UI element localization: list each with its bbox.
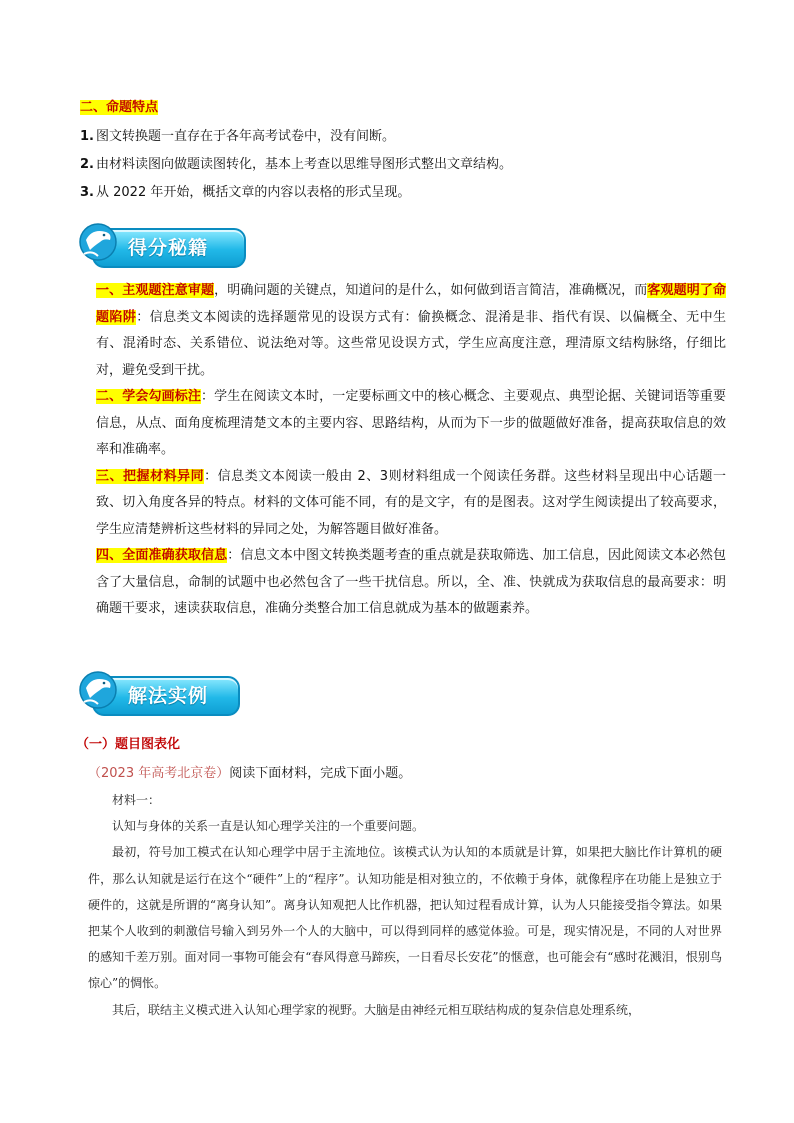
dolphin-icon xyxy=(78,668,122,716)
tip-paragraph-3: 三、把握材料异同：信息类文本阅读一般由 2、3则材料组成一个阅读任务群。这些材料呈现出中心话题一致、切入角度各异的特点。材料的文体可能不同，有的是文字，有的是图表。这对学生阅读提出了较高要求，学生应清楚辨析这些材料的异同之处，为解答题目做好准备。 xyxy=(96,468,726,537)
passage-paragraph: 最初，符号加工模式在认知心理学中居于主流地位。该模式认为认知的本质就是计算，如果把大脑比作计算机的硬件，那么认知就是运行在这个“硬件”上的“程序”。认知功能是相对独立的，不依赖于身体，就像程序在功能上是独立于硬件的，这就是所谓的“离身认知”。离身认知观把人比作机器，把认知过程看成计算，认为人只能接受指令算法。如果把某个人收到的刺激信号输入到另外一个人的大脑中，可以得到同样的感觉体验。可是，现实情况是，不同的人对世界的感知千差万别。面对同一事物可能会有“春风得意马蹄疾，一日看尽长安花”的惬意，也可能会有“感时花溅泪，恨别鸟惊心”的惆怅。 xyxy=(88,845,722,991)
section-heading-features xyxy=(80,96,158,115)
tips-block xyxy=(96,278,726,623)
tip-paragraph-1: 一、主观题注意审题，明确问题的关键点，知道问的是什么，如何做到语言简洁，准确概况，而客观题明了命题陷阱：信息类文本阅读的选择题常见的设误方式有：偷换概念、混淆是非、指代有误、以偏概全、无中生有、混淆时态、关系错位、说法绝对等。这些常见设误方式，学生应高度注意，理清原文结构脉络，仔细比对，避免受到干扰。 xyxy=(96,283,726,378)
tip-paragraph-2: 二、学会勾画标注：学生在阅读文本时，一定要标画文中的核心概念、主要观点、典型论据、关键词语等重要信息，从点、面角度梳理清楚文本的主要内容、思路结构，从而为下一步的做题做好准备，提高获取信息的效率和准确率。 xyxy=(96,389,726,457)
passage-paragraph: 认知与身体的关系一直是认知心理学关注的一个重要问题。 xyxy=(112,819,425,834)
reading-passage xyxy=(88,787,722,1023)
banner-label: 解法实例 xyxy=(92,676,240,716)
list-item: 2. 由材料读图向做题读图转化，基本上考查以思维导图形式整出文章结构。 xyxy=(80,157,513,172)
banner-score-tips xyxy=(78,220,243,268)
question-intro xyxy=(88,762,411,781)
list-item: 1. 图文转换题一直存在于各年高考试卷中，没有间断。 xyxy=(80,129,396,144)
example-heading: （一）题目图表化 xyxy=(76,737,181,752)
dolphin-icon xyxy=(78,220,122,268)
banner-label: 得分秘籍 xyxy=(92,228,246,268)
exam-source: （2023 年高考北京卷） xyxy=(88,766,230,781)
material-title: 材料一： xyxy=(112,793,161,807)
passage-paragraph: 其后，联结主义模式进入认知心理学家的视野。大脑是由神经元相互联结构成的复杂信息处理系统， xyxy=(112,1002,641,1017)
tip-paragraph-4: 四、全面准确获取信息：信息文本中图文转换类题考查的重点就是获取筛选、加工信息，因此阅读文本必然包含了大量信息，命制的试题中也必然包含了一些干扰信息。所以，全、准、快就成为获取信息的最高要求：明确题干要求，速读获取信息，准确分类整合加工信息就成为基本的做题素养。 xyxy=(96,548,726,616)
instruction: 阅读下面材料，完成下面小题。 xyxy=(229,766,412,781)
list-item: 3. 从 2022 年开始，概括文章的内容以表格的形式呈现。 xyxy=(80,185,411,200)
banner-solution-examples xyxy=(78,668,238,716)
section-heading-text: 二、命题特点 xyxy=(80,100,159,115)
